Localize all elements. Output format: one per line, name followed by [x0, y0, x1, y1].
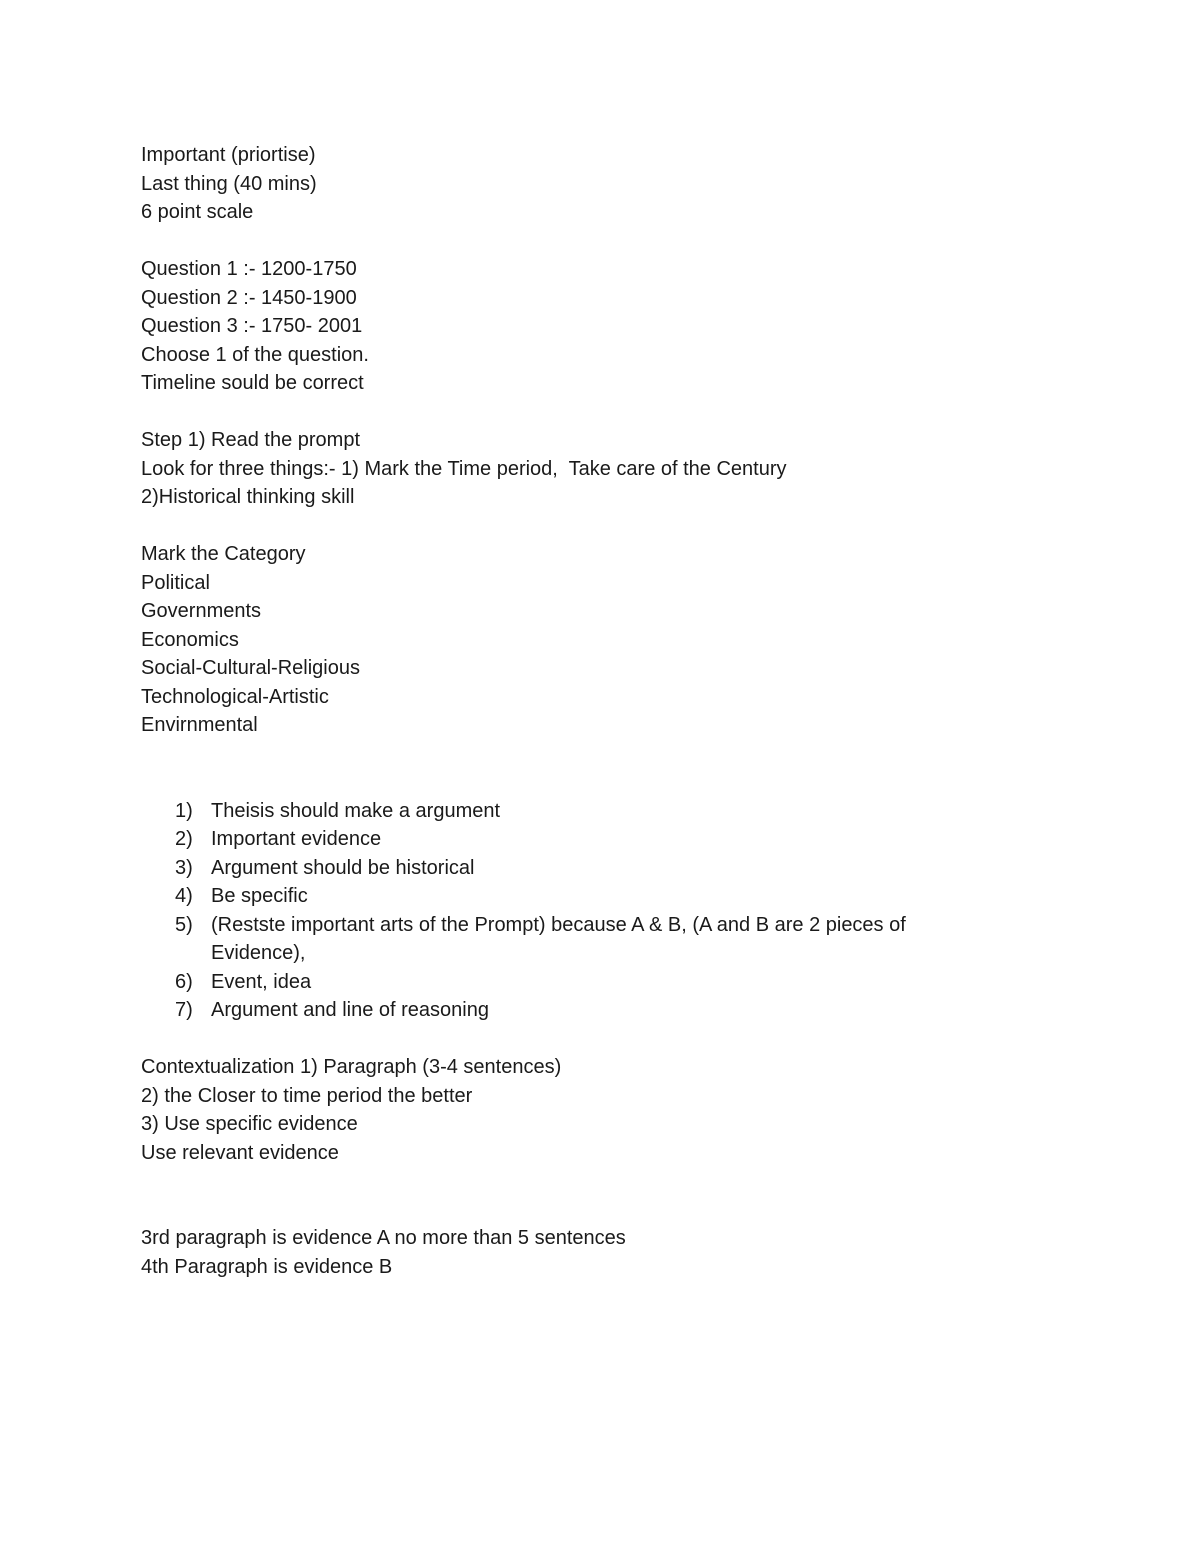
category-block: [141, 540, 1041, 740]
text-line: Contextualization 1) Paragraph (3-4 sentences): [141, 1056, 562, 1078]
blank-line: [141, 398, 1041, 427]
text-line: Social-Cultural-Religious: [141, 657, 360, 679]
header-block: [141, 141, 1041, 227]
list-number: 7): [175, 999, 193, 1021]
text-line: 6 point scale: [141, 201, 254, 223]
text-line: 2) the Closer to time period the better: [141, 1084, 473, 1107]
context-block: [141, 1053, 1041, 1167]
document-body: [141, 141, 1041, 1281]
text-line: Question 2 :- 1450-1900: [141, 286, 357, 309]
step-block: [141, 426, 1041, 512]
list-text: (Restste important arts of the Prompt) because A & B, (A and B are 2 pieces of Evidence),: [211, 913, 906, 964]
list-item: [141, 996, 1041, 1025]
blank-line: [141, 1167, 1041, 1224]
list-number: 1): [175, 799, 193, 822]
list-number: 6): [175, 970, 193, 993]
text-line: Choose 1 of the question.: [141, 343, 369, 366]
list-text: Be specific: [211, 885, 308, 907]
list-text: Event, idea: [211, 970, 312, 993]
list-item: [141, 968, 1041, 997]
text-line: 2)Historical thinking skill: [141, 486, 355, 508]
list-number: 4): [175, 885, 193, 907]
list-item: [141, 854, 1041, 883]
text-line: Question 1 :- 1200-1750: [141, 258, 357, 280]
text-line: Mark the Category: [141, 543, 306, 565]
questions-block: [141, 255, 1041, 398]
list-item: [141, 911, 1041, 968]
list-number: 5): [175, 913, 193, 936]
blank-line: [141, 227, 1041, 256]
text-line: 4th Paragraph is evidence B: [141, 1255, 393, 1278]
text-line: Political: [141, 571, 210, 594]
list-text: Important evidence: [211, 828, 382, 850]
text-line: Technological-Artistic: [141, 685, 329, 708]
list-text: Theisis should make a argument: [211, 799, 501, 822]
text-line: Use relevant evidence: [141, 1141, 339, 1164]
list-item: [141, 797, 1041, 826]
paragraph-block: [141, 1224, 1041, 1281]
text-line: 3) Use specific evidence: [141, 1113, 358, 1135]
text-line: Question 3 :- 1750- 2001: [141, 315, 363, 337]
text-line: Look for three things:- 1) Mark the Time period, Take care of the Century: [141, 457, 787, 480]
text-line: Governments: [141, 600, 262, 622]
blank-line: [141, 512, 1041, 541]
blank-line: [141, 740, 1041, 797]
text-line: 3rd paragraph is evidence A no more than 5 sentences: [141, 1227, 626, 1249]
list-item: [141, 825, 1041, 854]
text-line: Last thing (40 mins): [141, 172, 317, 195]
text-line: Economics: [141, 628, 239, 651]
list-item: [141, 882, 1041, 911]
list-number: 3): [175, 856, 193, 879]
text-line: Timeline sould be correct: [141, 372, 364, 394]
thesis-list: [141, 797, 1041, 1025]
text-line: Envirnmental: [141, 714, 258, 736]
text-line: Important (priortise): [141, 144, 316, 166]
list-text: Argument should be historical: [211, 856, 475, 879]
blank-line: [141, 1025, 1041, 1054]
list-text: Argument and line of reasoning: [211, 999, 489, 1021]
list-number: 2): [175, 828, 193, 850]
text-line: Step 1) Read the prompt: [141, 429, 361, 451]
